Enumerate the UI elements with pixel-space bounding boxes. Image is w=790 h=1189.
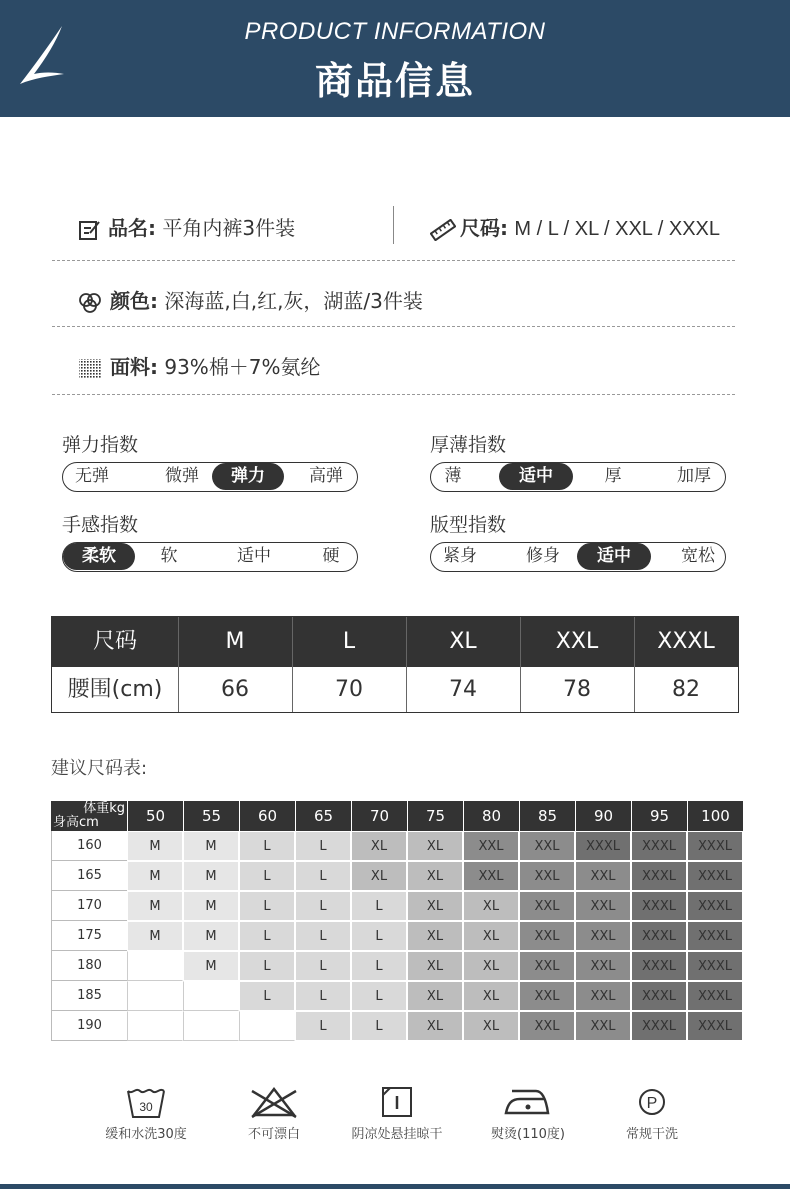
grid-size-cell: XXL — [575, 951, 631, 981]
grid-size-cell: M — [183, 861, 239, 891]
index-option-selected: 适中 — [499, 463, 573, 490]
grid-size-cell — [127, 951, 183, 981]
info-divider — [393, 206, 394, 244]
grid-size-cell — [183, 1011, 239, 1041]
size-table-header-row — [52, 617, 738, 667]
care-iron-label: 熨烫(110度) — [491, 1127, 565, 1142]
grid-size-cell: L — [239, 981, 295, 1011]
size-table-divider — [292, 617, 293, 712]
index-option: 薄 — [444, 466, 462, 486]
grid-size-cell: XXL — [575, 921, 631, 951]
grid-size-cell: XXL — [575, 981, 631, 1011]
size-header-cell: 尺码 — [92, 629, 137, 654]
care-no-bleach — [214, 1085, 334, 1142]
size-header-cell: L — [342, 629, 356, 654]
wash-temp: 30 — [139, 1100, 153, 1114]
fabric-value: 93%棉＋7%氨纶 — [164, 355, 321, 379]
grid-size-cell: XL — [407, 1011, 463, 1041]
fabric-label: 面料: — [110, 355, 158, 379]
grid-size-cell: XXL — [575, 861, 631, 891]
grid-size-cell: M — [127, 861, 183, 891]
grid-size-cell: XXXL — [631, 891, 687, 921]
bottom-bar — [0, 1184, 790, 1189]
index-title: 厚薄指数 — [430, 434, 507, 456]
grid-size-cell: L — [239, 921, 295, 951]
care-wash — [86, 1085, 206, 1142]
grid-size-cell: XL — [463, 891, 519, 921]
grid-size-cell: XXXL — [631, 831, 687, 861]
grid-size-cell: L — [351, 981, 407, 1011]
index-option: 软 — [160, 546, 178, 566]
grid-size-cell: XXL — [463, 831, 519, 861]
grid-weight-header: 70 — [351, 801, 407, 831]
grid-size-cell: XXXL — [575, 831, 631, 861]
grid-size-cell: L — [295, 921, 351, 951]
page-header — [0, 0, 790, 117]
care-dry-clean-label: 常规干洗 — [625, 1127, 678, 1142]
index-option: 适中 — [237, 546, 271, 566]
index-title: 弹力指数 — [62, 434, 139, 456]
index-option: 加厚 — [677, 466, 711, 486]
grid-weight-header: 95 — [631, 801, 687, 831]
grid-size-cell: M — [127, 831, 183, 861]
care-line-dry — [337, 1085, 457, 1142]
grid-size-cell: L — [351, 1011, 407, 1041]
grid-height-cell: 180 — [51, 951, 127, 981]
size-waist-cell: 70 — [335, 677, 363, 702]
index-scale — [62, 542, 358, 572]
size-header-cell: XL — [449, 629, 477, 654]
grid-size-cell: XXL — [519, 861, 575, 891]
care-no-bleach-label: 不可漂白 — [247, 1127, 300, 1142]
index-option: 紧身 — [443, 546, 477, 566]
grid-size-cell: L — [295, 861, 351, 891]
grid-size-cell: XXL — [519, 1011, 575, 1041]
grid-size-cell: XXL — [575, 891, 631, 921]
grid-size-cell: XXL — [519, 921, 575, 951]
grid-size-cell: XL — [463, 981, 519, 1011]
grid-size-cell: L — [239, 891, 295, 921]
grid-size-cell: M — [127, 891, 183, 921]
color-label: 颜色: — [110, 289, 158, 313]
grid-height-cell: 165 — [51, 861, 127, 891]
index-title: 手感指数 — [62, 514, 139, 536]
grid-size-cell — [239, 1011, 295, 1041]
size-header-cell: XXL — [555, 629, 599, 654]
grid-size-cell: XXL — [519, 831, 575, 861]
fabric-texture-icon — [78, 358, 102, 380]
grid-size-cell: XL — [407, 951, 463, 981]
color-circles-icon — [78, 292, 102, 314]
size-waist-cell: 82 — [672, 677, 700, 702]
care-line-dry-label: 阴凉处悬挂晾干 — [351, 1127, 443, 1142]
grid-size-cell: XL — [407, 891, 463, 921]
grid-size-cell: XL — [351, 831, 407, 861]
grid-size-cell: XL — [407, 981, 463, 1011]
grid-size-cell: XL — [407, 861, 463, 891]
grid-size-cell: M — [183, 951, 239, 981]
grid-size-cell: L — [295, 831, 351, 861]
no-bleach-icon — [248, 1085, 300, 1119]
grid-size-cell: XXL — [519, 951, 575, 981]
grid-size-cell: XXXL — [687, 861, 743, 891]
size-recommendation-grid — [51, 801, 743, 1041]
iron-icon — [502, 1085, 554, 1119]
grid-height-cell: 160 — [51, 831, 127, 861]
grid-weight-header: 100 — [687, 801, 743, 831]
size-table-divider — [406, 617, 407, 712]
index-option: 修身 — [526, 546, 560, 566]
grid-size-cell: XXL — [519, 891, 575, 921]
size-waist-cell: 78 — [563, 677, 591, 702]
index-option: 高弹 — [309, 466, 343, 486]
dashed-divider — [52, 260, 735, 261]
grid-size-cell: XXXL — [631, 981, 687, 1011]
grid-size-cell — [183, 981, 239, 1011]
wash-30-icon — [126, 1085, 166, 1119]
suggest-title: 建议尺码表: — [51, 758, 148, 779]
grid-size-cell: XL — [407, 831, 463, 861]
grid-corner — [51, 801, 127, 831]
grid-size-cell: L — [295, 1011, 351, 1041]
size-value: M / L / XL / XXL / XXXL — [514, 218, 721, 240]
grid-size-cell — [127, 1011, 183, 1041]
index-option: 无弹 — [75, 466, 109, 486]
grid-size-cell: L — [351, 891, 407, 921]
size-waist-cell: 74 — [449, 677, 477, 702]
grid-weight-header: 90 — [575, 801, 631, 831]
grid-weight-header: 55 — [183, 801, 239, 831]
grid-size-cell: L — [239, 951, 295, 981]
grid-size-cell: XXXL — [687, 891, 743, 921]
index-option-selected: 适中 — [577, 543, 651, 570]
line-dry-shade-icon — [380, 1085, 414, 1119]
grid-size-cell: XXXL — [631, 861, 687, 891]
size-header-cell: XXXL — [657, 629, 715, 654]
edit-note-icon — [78, 219, 100, 241]
size-table-divider — [634, 617, 635, 712]
grid-size-cell: XXXL — [631, 1011, 687, 1041]
dashed-divider — [52, 394, 735, 395]
header-title-en: PRODUCT INFORMATION — [244, 18, 546, 45]
size-waist-cell: 66 — [221, 677, 249, 702]
index-option: 厚 — [604, 466, 622, 486]
size-table-divider — [520, 617, 521, 712]
grid-size-cell: XXXL — [687, 831, 743, 861]
name-label: 品名: — [108, 216, 156, 240]
grid-size-cell: XXXL — [631, 951, 687, 981]
index-scale — [430, 542, 726, 572]
grid-size-cell: L — [351, 921, 407, 951]
grid-size-cell: XXXL — [687, 951, 743, 981]
grid-size-cell: M — [183, 831, 239, 861]
grid-size-cell: L — [239, 861, 295, 891]
grid-height-cell: 185 — [51, 981, 127, 1011]
grid-weight-header: 85 — [519, 801, 575, 831]
grid-size-cell: L — [351, 951, 407, 981]
grid-corner-weight: 体重kg — [83, 801, 125, 816]
grid-corner-height: 身高cm — [53, 815, 99, 830]
grid-weight-header: 50 — [127, 801, 183, 831]
index-scale — [62, 462, 358, 492]
dry-clean-letter: P — [646, 1095, 658, 1112]
index-option: 硬 — [322, 546, 340, 566]
grid-weight-header: 75 — [407, 801, 463, 831]
care-iron — [468, 1085, 588, 1142]
dashed-divider — [52, 326, 735, 327]
grid-size-cell: L — [239, 831, 295, 861]
size-label: 尺码: — [460, 216, 508, 240]
name-value: 平角内裤3件装 — [162, 216, 296, 240]
index-title: 版型指数 — [430, 514, 507, 536]
grid-weight-header: 80 — [463, 801, 519, 831]
grid-size-cell: XXXL — [687, 981, 743, 1011]
header-title-zh: 商品信息 — [314, 59, 475, 103]
grid-size-cell: XXXL — [687, 1011, 743, 1041]
care-wash-label: 缓和水洗30度 — [105, 1127, 187, 1142]
grid-size-cell: XL — [351, 861, 407, 891]
grid-size-cell: XXXL — [631, 921, 687, 951]
grid-size-cell: M — [183, 891, 239, 921]
grid-size-cell: XL — [463, 951, 519, 981]
dry-clean-icon — [635, 1085, 669, 1119]
grid-weight-header: 65 — [295, 801, 351, 831]
index-option: 宽松 — [681, 546, 715, 566]
grid-height-cell: 190 — [51, 1011, 127, 1041]
grid-weight-header: 60 — [239, 801, 295, 831]
index-option-selected: 柔软 — [63, 543, 135, 570]
grid-size-cell: XL — [407, 921, 463, 951]
grid-size-cell: L — [295, 951, 351, 981]
size-waist-cell: 腰围(cm) — [67, 677, 163, 702]
grid-size-cell: XL — [463, 1011, 519, 1041]
grid-height-cell: 170 — [51, 891, 127, 921]
grid-size-cell: XXL — [519, 981, 575, 1011]
size-header-cell: M — [225, 629, 245, 654]
grid-size-cell: XXL — [575, 1011, 631, 1041]
index-scale — [430, 462, 726, 492]
size-table — [51, 616, 739, 713]
grid-size-cell: XXXL — [687, 921, 743, 951]
care-dry-clean — [592, 1085, 712, 1142]
grid-size-cell — [127, 981, 183, 1011]
grid-size-cell: XXL — [463, 861, 519, 891]
index-option: 微弹 — [165, 466, 199, 486]
index-option-selected: 弹力 — [212, 463, 284, 490]
color-value: 深海蓝,白,红,灰，湖蓝/3件装 — [164, 289, 423, 313]
grid-size-cell: M — [127, 921, 183, 951]
ruler-icon — [430, 219, 456, 241]
grid-size-cell: L — [295, 981, 351, 1011]
grid-size-cell: XL — [463, 921, 519, 951]
grid-height-cell: 175 — [51, 921, 127, 951]
grid-size-cell: M — [183, 921, 239, 951]
size-table-divider — [178, 617, 179, 712]
grid-size-cell: L — [295, 891, 351, 921]
